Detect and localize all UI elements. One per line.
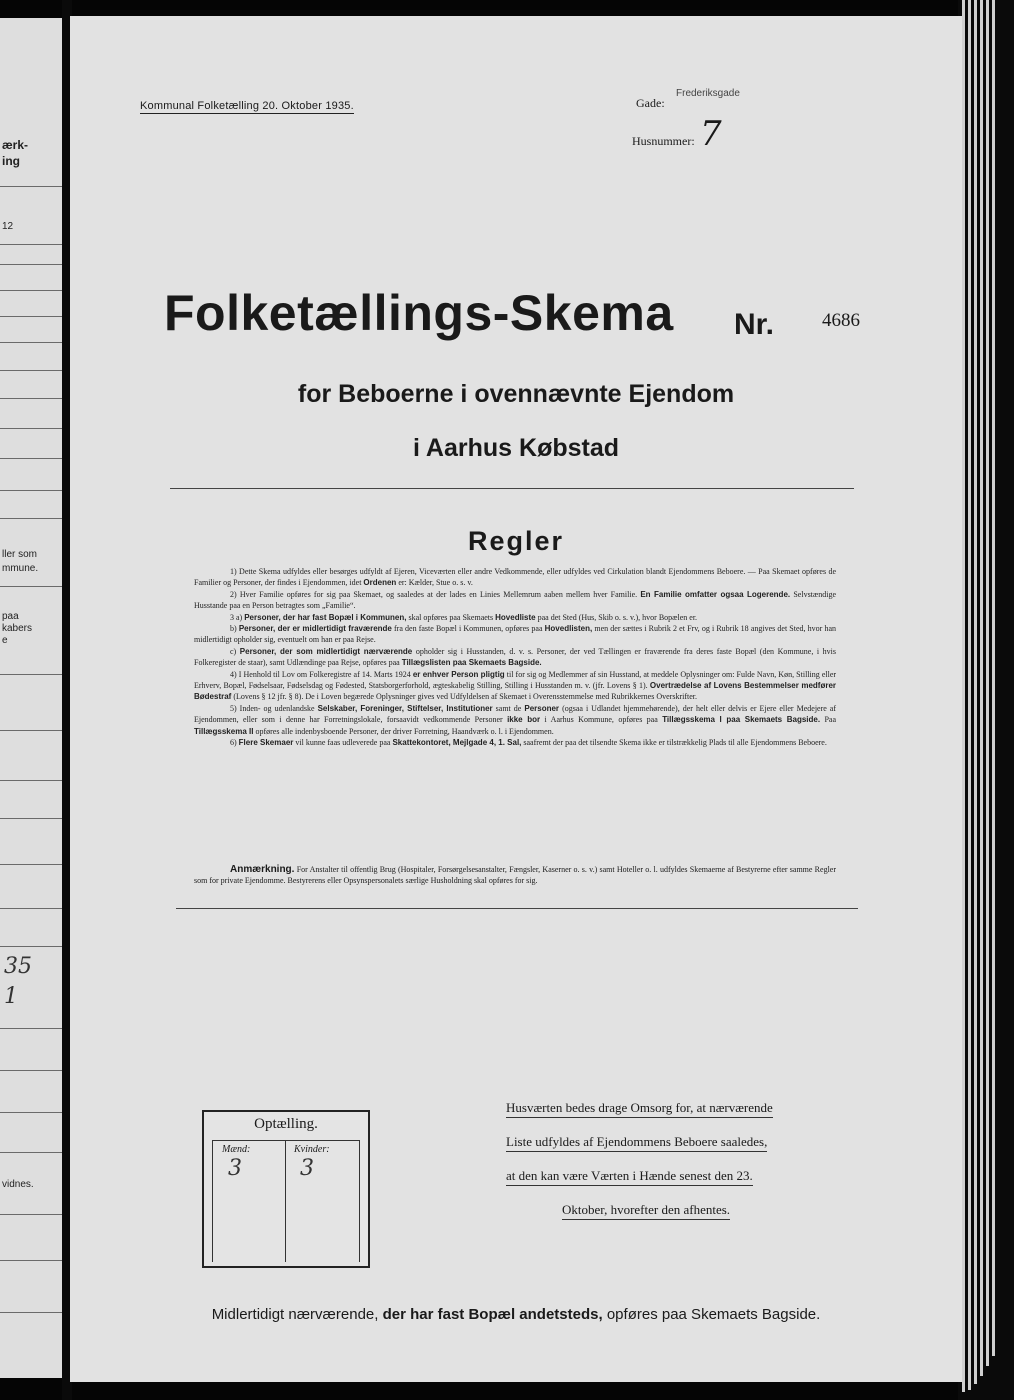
divider	[0, 1312, 62, 1313]
left-page-fragment	[0, 18, 62, 1378]
divider	[0, 1152, 62, 1153]
divider	[0, 290, 62, 291]
handwriting: 1	[4, 984, 18, 1009]
divider	[0, 264, 62, 265]
page-stack-edges	[958, 0, 1014, 1400]
divider	[0, 1070, 62, 1071]
gade-label: Gade:	[636, 96, 665, 110]
rule-2: 2) Hver Familie opføres for sig paa Skemaet, og saaledes at der lades en Linies Mellemrum aaben mellem hver Familie. En Familie omfatter ogsaa Logerende. Selvstændige Husstande paa en Person betragtes som „Familie“.	[194, 589, 837, 611]
divider	[0, 1260, 62, 1261]
census-title: Kommunal Folketælling 20. Oktober 1935.	[140, 100, 354, 112]
count-title: Optælling.	[254, 1116, 318, 1132]
divider	[0, 428, 62, 429]
rules-heading: Regler	[467, 526, 565, 556]
divider	[0, 398, 62, 399]
rule-3a: 3 a) Personer, der har fast Bopæl i Kommunen, skal opføres paa Skemaets Hovedliste paa det Sted (Hus, Skib o. s. v.), hvor Bopælen er.	[230, 612, 698, 622]
rule-3b: b) Personer, der er midlertidigt fraværende fra den faste Bopæl i Kommunen, opføres paa Hovedlisten, men der sættes i Rubrik 2 et Frv, og i Rubrik 18 angives det Sted, hvor han midlertidigt opholder sig, eventuelt om han er paa Rejse.	[194, 624, 837, 645]
notice-line-2: Liste udfyldes af Ejendommens Beboere saaledes,	[506, 1134, 767, 1152]
rules-text	[194, 566, 836, 749]
form-title: Folketællings-Skema	[164, 285, 674, 341]
divider	[0, 818, 62, 819]
left-fragment-text: paa	[2, 611, 19, 622]
left-fragment-text: vidnes.	[2, 1179, 34, 1190]
divider	[0, 1214, 62, 1215]
page-edge	[974, 0, 977, 1384]
divider	[212, 1140, 213, 1262]
divider	[0, 908, 62, 909]
footer-bold-text: der har fast Bopæl andetsteds,	[382, 1306, 603, 1323]
left-fragment-text: ærk-	[2, 138, 29, 152]
husnummer-label: Husnummer:	[632, 134, 695, 148]
divider	[0, 244, 62, 245]
rule-6: 6) Flere Skemaer vil kunne faas udleverede paa Skattekontoret, Mejlgade 4, 1. Sal, saafremt der paa det tilsendte Skema ikke er tilstrækkelig Plads til alle Ejendommens Beboere.	[230, 738, 827, 748]
rule-4: 4) I Henhold til Lov om Folkeregistre af 14. Marts 1924 er enhver Person pligtig til for sig og Medlemmer af sin Husstand, at meddele Oplysninger om: Fulde Navn, Køn, Stilling eller Erhverv, Bopæl, Fødselsaar, Fødselsdag og Fødested, Statsborgerforhold, ægteskabelig Stilling, Stilling i Husstanden m. v. (jfr. Lovens § 1). Overtrædelse af Lovens Bestemmelser medfører Bødestraf (Lovens § 12 jfr. § 8). De i Loven begærede Oplysninger gives ved Udfyldelsen af Skemaet i Overensstemmelse med Rubrikkernes Overskrifter.	[194, 669, 837, 702]
rule-5: 5) Inden- og udenlandske Selskaber, Foreninger, Stiftelser, Institutioner samt de Personer (ogsaa i Udlandet hjemmehørende), der helt eller delvis er Ejere eller Medejere af Ejendommen, eller som i denne har Forretningslokale, forsaavidt vedkommende Personer ikke bor i Aarhus Kommune, opføres paa Tillægsskema I paa Skemaets Bagside. Paa Tillægsskema II opføres alle indenbysboende Personer, der driver Forretning, Haandværk o. l. i Ejendommen.	[194, 703, 837, 736]
count-box	[202, 1110, 370, 1268]
divider	[0, 186, 62, 187]
footer-note	[70, 1306, 962, 1323]
note-text: For Anstalter til offentlig Brug (Hospitaler, Forsørgelsesanstalter, Fængsler, Kaserner o. s. v.) samt Hoteller o. l. udfyldes Skemaerne af Bestyrerne efter samme Regler som for private Ejendomme. Bestyrerens eller Opsynspersonalets særlige Husholdning skal opføres for sig.	[194, 865, 837, 886]
divider	[0, 1028, 62, 1029]
divider	[0, 780, 62, 781]
left-fragment-text: ller som	[2, 549, 38, 560]
divider	[0, 674, 62, 675]
notice-line-3: at den kan være Værten i Hænde senest den 23.	[506, 1168, 753, 1186]
women-label: Kvinder:	[294, 1144, 330, 1155]
divider	[0, 342, 62, 343]
divider	[0, 518, 62, 519]
notice-line-4: Oktober, hvorefter den afhentes.	[562, 1202, 730, 1220]
divider	[176, 908, 858, 909]
left-fragment-text: 12	[2, 221, 14, 232]
divider	[0, 946, 62, 947]
handwriting: 35	[4, 954, 32, 979]
left-fragment-text: kabers	[2, 623, 33, 634]
divider	[0, 1112, 62, 1113]
subtitle-2: i Aarhus Købstad	[412, 434, 620, 462]
census-form-page	[70, 16, 962, 1382]
divider	[0, 370, 62, 371]
divider	[0, 730, 62, 731]
gade-value: Frederiksgade	[676, 88, 740, 99]
divider	[0, 316, 62, 317]
divider	[170, 488, 854, 489]
page-edge	[968, 0, 971, 1390]
men-label: Mænd:	[222, 1144, 251, 1155]
left-fragment-text: e	[2, 635, 8, 646]
subtitle-1: for Beboerne i ovennævnte Ejendom	[297, 380, 735, 408]
footer-text: Midlertidigt nærværende,	[211, 1306, 379, 1323]
rule-3c: c) Personer, der som midlertidigt nærværende opholder sig i Husstanden, d. v. s. Personer, der ved Tællingen er fraværende fra deres faste Bopæl (den Kommune, i hvis Folkeregister de staar), samt Udlændinge paa Rejse, opføres paa Tillægslisten paa Skemaets Bagside.	[194, 646, 837, 668]
page-edge	[986, 0, 989, 1366]
rule-1: 1) Dette Skema udfyldes eller besørges udfyldt af Ejeren, Viceværten eller andre Vedkommende, eller udfyldes ved Cirkulation blandt Ejendommens Beboere. — Paa Skemaet opføres de Familier og Personer, der findes i Ejendommen, idet Ordenen er: Kælder, Stue o. s. v.	[194, 567, 836, 588]
number-label: Nr.	[734, 308, 775, 341]
divider	[285, 1140, 286, 1262]
note-label: Anmærkning.	[230, 864, 295, 875]
left-fragment-text: mmune.	[2, 563, 39, 574]
page-edge	[962, 0, 965, 1392]
divider	[0, 586, 62, 587]
women-count: 3	[300, 1156, 314, 1181]
page-edge	[992, 0, 995, 1356]
footer-text: opføres paa Skemaets Bagside.	[606, 1306, 821, 1323]
note-paragraph	[194, 864, 836, 887]
men-count: 3	[228, 1156, 242, 1181]
divider	[359, 1140, 360, 1262]
divider	[212, 1140, 360, 1141]
divider	[0, 864, 62, 865]
divider	[0, 458, 62, 459]
form-number: 4686	[822, 310, 860, 331]
notice-line-1: Husværten bedes drage Omsorg for, at nærværende	[506, 1100, 773, 1118]
page-edge	[980, 0, 983, 1376]
husnummer-value: 7	[700, 114, 722, 154]
left-fragment-text: ing	[2, 154, 20, 168]
divider	[0, 490, 62, 491]
